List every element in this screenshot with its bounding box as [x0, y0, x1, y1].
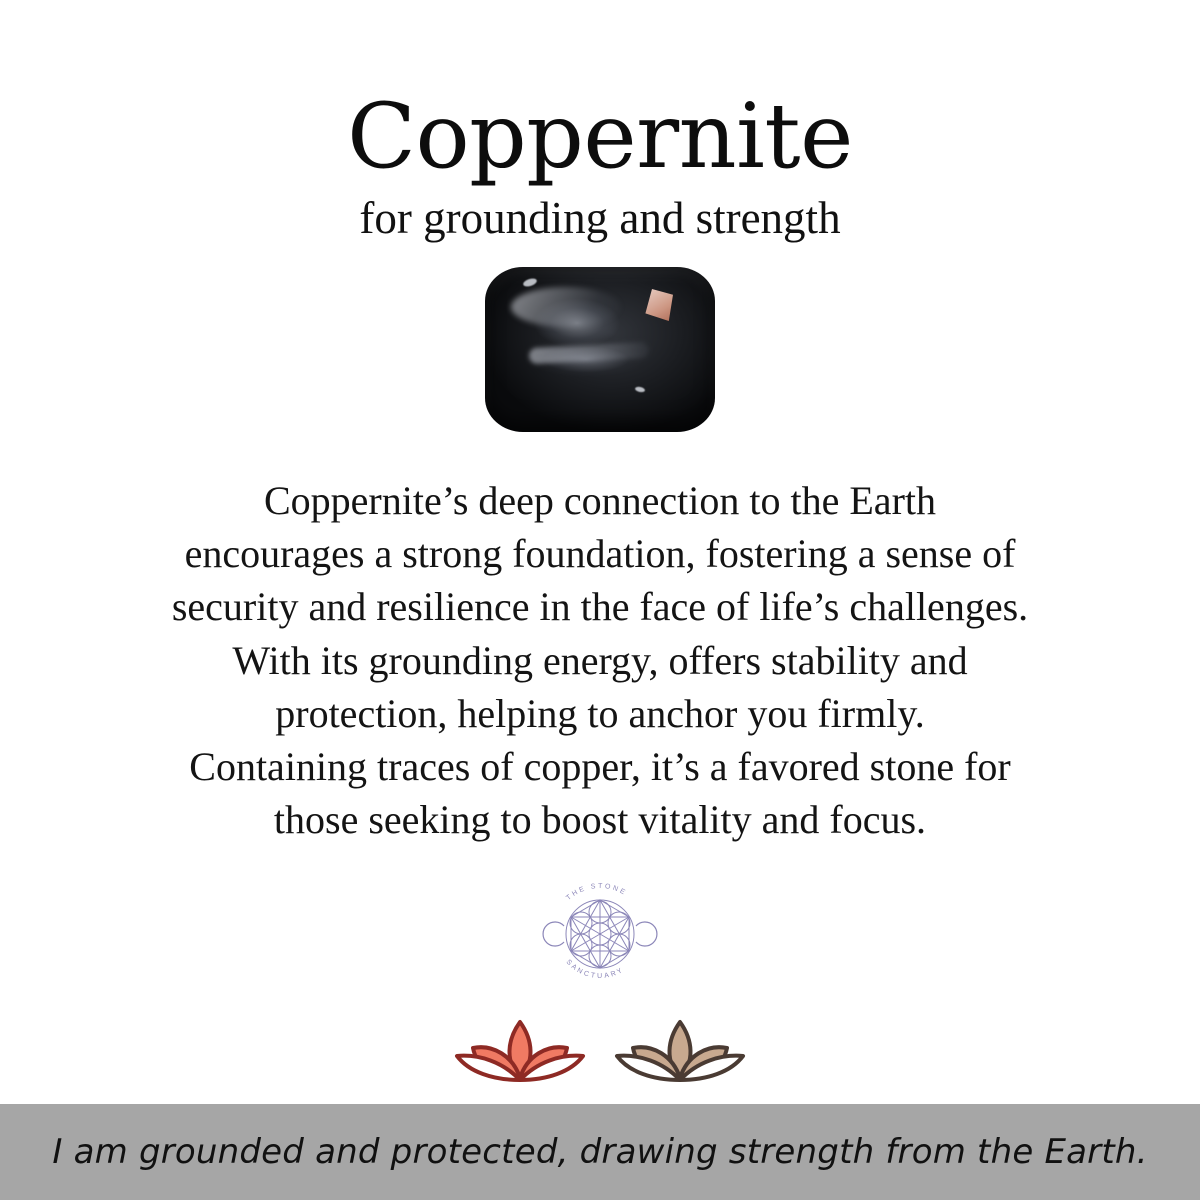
description-text [120, 474, 1080, 846]
stone-fleck [635, 386, 646, 393]
red-lotus-icon [445, 1010, 595, 1090]
description-line: security and resilience in the face of life’s challenges. [171, 584, 1029, 630]
stone-streak [529, 342, 650, 364]
brand-bottom-text: SANCTUARY [564, 958, 626, 981]
description-line: With its grounding energy, offers stability and [232, 637, 968, 683]
description-line: encourages a strong foundation, fostering a sense of [184, 531, 1016, 577]
tumbled-stone-graphic [485, 267, 715, 432]
copper-inclusion [643, 289, 673, 321]
affirmation-text: I am grounded and protected, drawing strength from the Earth. [52, 1132, 1148, 1172]
brown-lotus-icon [605, 1010, 755, 1090]
brand-logo [534, 868, 666, 1000]
description-line: those seeking to boost vitality and focus. [273, 797, 927, 843]
lotus-icons [445, 1010, 755, 1090]
page-title: Coppernite [347, 84, 853, 189]
brand-top-text: THE STONE [565, 883, 629, 903]
description-line: Containing traces of copper, it’s a favored stone for [189, 743, 1011, 789]
description-line: Coppernite’s deep connection to the Earth [263, 478, 936, 523]
description-line: protection, helping to anchor you firmly. [275, 690, 925, 736]
stone-highlight [511, 287, 621, 327]
affirmation-band [0, 1104, 1200, 1200]
page-subtitle: for grounding and strength [359, 193, 841, 243]
stone-image [485, 267, 715, 432]
stone-fleck [522, 277, 537, 288]
